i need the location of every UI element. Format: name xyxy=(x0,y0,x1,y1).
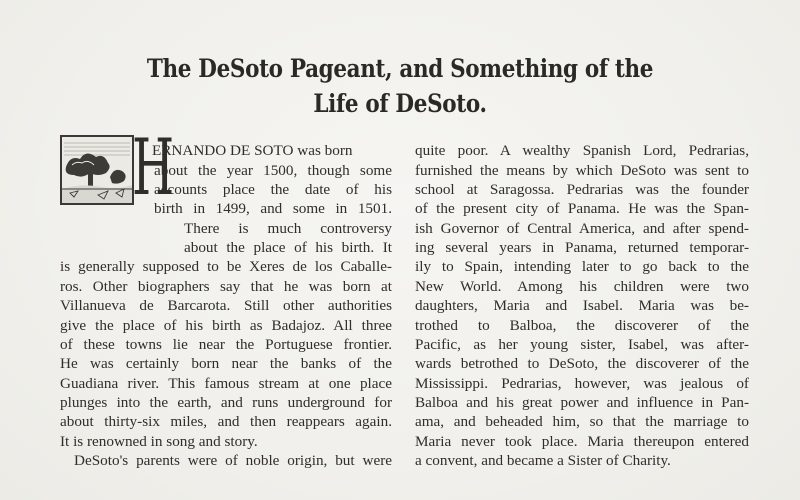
left-line: birth in 1499, and some in 1501. xyxy=(154,200,392,217)
left-line: accounts place the date of his xyxy=(154,181,392,198)
right-line: school at Saragossa. Pedrarias was the founder xyxy=(415,181,749,198)
page-title-line-1: The DeSoto Pageant, and Something of the xyxy=(146,54,654,83)
right-line: Maria never took place. Maria thereupon entered xyxy=(415,433,749,450)
right-line: New World. Among his children were two xyxy=(415,278,749,295)
left-line: about the place of his birth. It xyxy=(184,239,392,256)
left-line: about the year 1500, though some xyxy=(154,162,392,179)
right-line: ama, and beheaded him, so that the marriage to xyxy=(415,413,749,430)
left-line: There is much controversy xyxy=(184,220,392,237)
right-line: daughters, Maria and Isabel. Maria was be- xyxy=(415,297,749,314)
left-line: plunges into the earth, and runs underground for xyxy=(60,394,392,411)
right-line: a convent, and became a Sister of Charity. xyxy=(415,452,671,469)
right-line: quite poor. A wealthy Spanish Lord, Pedrarias, xyxy=(415,142,749,159)
left-line: about thirty-six miles, and then reappears again. xyxy=(60,413,392,430)
right-line: ing several years in Panama, returned temporar- xyxy=(415,239,749,256)
dropcap-letter: H xyxy=(132,123,175,213)
left-line: DeSoto's parents were of noble origin, but were xyxy=(74,452,392,469)
right-line: wards betrothed to DeSoto, the discoverer of the xyxy=(415,355,749,372)
right-line: Mississippi. Pedrarias, however, was jealous of xyxy=(415,375,749,392)
left-line: of these towns lie near the Portuguese frontier. xyxy=(60,336,392,353)
left-line: Guadiana river. This famous stream at one place xyxy=(60,375,392,392)
right-line: trothed to Balboa, the discoverer of the xyxy=(415,317,749,334)
right-line: Balboa and his great power and influence in Pan- xyxy=(415,394,749,411)
left-line: ros. Other biographers say that he was born at xyxy=(60,278,392,295)
left-line: He was certainly born near the banks of the xyxy=(60,355,392,372)
right-line: furnished the means by which DeSoto was sent to xyxy=(415,162,749,179)
right-line: Pacific, as her young sister, Isabel, was after- xyxy=(415,336,749,353)
right-line: ily to Spain, intending later to go back to the xyxy=(415,258,749,275)
left-line: ERNANDO DE SOTO was born xyxy=(152,142,353,159)
left-line: give the place of his birth as Badajoz. All three xyxy=(60,317,392,334)
left-column xyxy=(60,0,392,500)
left-line: is generally supposed to be Xeres de los Caballe- xyxy=(60,258,392,275)
left-line: Villanueva de Barcarota. Still other authorities xyxy=(60,297,392,314)
left-line: It is renowned in song and story. xyxy=(60,433,258,450)
right-line: ish Governor of Central America, and after spend- xyxy=(415,220,749,237)
right-line: of the present city of Panama. He was the Span- xyxy=(415,200,749,217)
right-column xyxy=(415,0,749,500)
page-title-line-2: Life of DeSoto. xyxy=(313,89,487,118)
